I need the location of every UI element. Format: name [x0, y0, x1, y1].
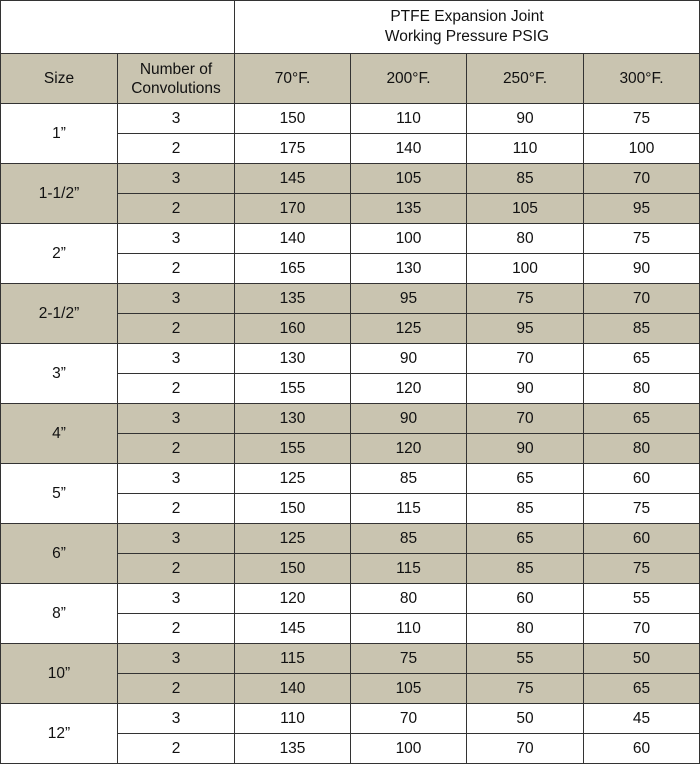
convolutions-cell: 2	[118, 674, 235, 704]
pressure-value-cell: 65	[467, 524, 584, 554]
table-row	[1, 164, 700, 194]
pressure-value-cell: 60	[584, 524, 700, 554]
size-cell: 3”	[1, 344, 118, 404]
pressure-value-cell: 70	[351, 704, 467, 734]
header-row	[1, 54, 700, 104]
pressure-value-cell: 115	[351, 554, 467, 584]
pressure-value-cell: 70	[467, 734, 584, 764]
temp-header-200f: 200°F.	[351, 54, 467, 104]
table-row	[1, 704, 700, 734]
pressure-value-cell: 120	[351, 374, 467, 404]
temp-header-70f: 70°F.	[235, 54, 351, 104]
pressure-value-cell: 85	[351, 464, 467, 494]
pressure-value-cell: 125	[351, 314, 467, 344]
size-cell: 12”	[1, 704, 118, 764]
convolutions-cell: 2	[118, 374, 235, 404]
pressure-value-cell: 145	[235, 614, 351, 644]
pressure-value-cell: 150	[235, 554, 351, 584]
pressure-value-cell: 75	[467, 284, 584, 314]
pressure-value-cell: 140	[351, 134, 467, 164]
table-row	[1, 344, 700, 374]
size-cell: 1-1/2”	[1, 164, 118, 224]
pressure-value-cell: 130	[235, 404, 351, 434]
table-row	[1, 524, 700, 554]
pressure-value-cell: 90	[467, 434, 584, 464]
pressure-value-cell: 130	[351, 254, 467, 284]
pressure-value-cell: 140	[235, 224, 351, 254]
convolutions-cell: 3	[118, 224, 235, 254]
pressure-value-cell: 110	[351, 104, 467, 134]
pressure-value-cell: 50	[584, 644, 700, 674]
title-row	[1, 1, 700, 54]
pressure-value-cell: 70	[584, 284, 700, 314]
table-title: PTFE Expansion Joint Working Pressure PSIG	[384, 8, 550, 45]
pressure-value-cell: 120	[235, 584, 351, 614]
pressure-value-cell: 95	[584, 194, 700, 224]
pressure-value-cell: 105	[351, 164, 467, 194]
convolutions-cell: 2	[118, 194, 235, 224]
pressure-value-cell: 80	[351, 584, 467, 614]
size-cell: 5”	[1, 464, 118, 524]
pressure-value-cell: 105	[351, 674, 467, 704]
convolutions-cell: 2	[118, 494, 235, 524]
pressure-value-cell: 85	[584, 314, 700, 344]
pressure-value-cell: 100	[584, 134, 700, 164]
pressure-value-cell: 175	[235, 134, 351, 164]
pressure-value-cell: 125	[235, 464, 351, 494]
size-header: Size	[1, 54, 118, 104]
pressure-value-cell: 105	[467, 194, 584, 224]
pressure-value-cell: 100	[351, 224, 467, 254]
corner-blank-cell	[1, 1, 235, 54]
pressure-value-cell: 90	[351, 404, 467, 434]
table-row	[1, 284, 700, 314]
pressure-value-cell: 155	[235, 434, 351, 464]
pressure-value-cell: 100	[467, 254, 584, 284]
size-cell: 2”	[1, 224, 118, 284]
pressure-value-cell: 75	[467, 674, 584, 704]
pressure-value-cell: 115	[351, 494, 467, 524]
pressure-value-cell: 70	[467, 344, 584, 374]
pressure-value-cell: 60	[584, 464, 700, 494]
pressure-value-cell: 55	[467, 644, 584, 674]
pressure-value-cell: 70	[584, 614, 700, 644]
pressure-value-cell: 65	[584, 404, 700, 434]
convolutions-header-cell	[118, 54, 235, 104]
convolutions-cell: 3	[118, 344, 235, 374]
convolutions-cell: 3	[118, 104, 235, 134]
convolutions-cell: 2	[118, 134, 235, 164]
pressure-value-cell: 145	[235, 164, 351, 194]
pressure-value-cell: 110	[235, 704, 351, 734]
pressure-value-cell: 135	[235, 284, 351, 314]
pressure-value-cell: 130	[235, 344, 351, 374]
pressure-value-cell: 110	[467, 134, 584, 164]
pressure-value-cell: 70	[584, 164, 700, 194]
size-cell: 4”	[1, 404, 118, 464]
pressure-value-cell: 90	[467, 104, 584, 134]
pressure-value-cell: 135	[235, 734, 351, 764]
pressure-value-cell: 80	[584, 374, 700, 404]
pressure-value-cell: 90	[467, 374, 584, 404]
table-row	[1, 464, 700, 494]
table-title-cell	[235, 1, 700, 54]
convolutions-cell: 2	[118, 614, 235, 644]
pressure-value-cell: 65	[584, 344, 700, 374]
table-row	[1, 224, 700, 254]
pressure-value-cell: 120	[351, 434, 467, 464]
convolutions-cell: 2	[118, 554, 235, 584]
convolutions-cell: 3	[118, 164, 235, 194]
table-body	[1, 104, 700, 764]
pressure-value-cell: 160	[235, 314, 351, 344]
pressure-value-cell: 55	[584, 584, 700, 614]
pressure-value-cell: 115	[235, 644, 351, 674]
pressure-value-cell: 75	[584, 224, 700, 254]
size-cell: 8”	[1, 584, 118, 644]
pressure-value-cell: 45	[584, 704, 700, 734]
pressure-value-cell: 135	[351, 194, 467, 224]
temp-header-300f: 300°F.	[584, 54, 700, 104]
pressure-value-cell: 60	[584, 734, 700, 764]
pressure-value-cell: 75	[584, 554, 700, 584]
pressure-value-cell: 95	[467, 314, 584, 344]
pressure-value-cell: 150	[235, 494, 351, 524]
pressure-value-cell: 150	[235, 104, 351, 134]
pressure-value-cell: 85	[351, 524, 467, 554]
convolutions-cell: 3	[118, 704, 235, 734]
pressure-value-cell: 100	[351, 734, 467, 764]
convolutions-cell: 3	[118, 404, 235, 434]
size-cell: 10”	[1, 644, 118, 704]
temp-header-250f: 250°F.	[467, 54, 584, 104]
pressure-value-cell: 75	[584, 494, 700, 524]
pressure-value-cell: 65	[467, 464, 584, 494]
table-row	[1, 104, 700, 134]
pressure-value-cell: 75	[351, 644, 467, 674]
pressure-value-cell: 125	[235, 524, 351, 554]
pressure-value-cell: 65	[584, 674, 700, 704]
pressure-value-cell: 75	[584, 104, 700, 134]
table-row	[1, 644, 700, 674]
size-cell: 6”	[1, 524, 118, 584]
size-cell: 2-1/2”	[1, 284, 118, 344]
convolutions-cell: 3	[118, 464, 235, 494]
pressure-value-cell: 85	[467, 554, 584, 584]
pressure-value-cell: 110	[351, 614, 467, 644]
pressure-value-cell: 170	[235, 194, 351, 224]
table-row	[1, 584, 700, 614]
pressure-value-cell: 50	[467, 704, 584, 734]
table-row	[1, 404, 700, 434]
pressure-value-cell: 85	[467, 164, 584, 194]
convolutions-cell: 3	[118, 584, 235, 614]
size-cell: 1”	[1, 104, 118, 164]
pressure-value-cell: 155	[235, 374, 351, 404]
pressure-value-cell: 60	[467, 584, 584, 614]
convolutions-cell: 3	[118, 644, 235, 674]
pressure-value-cell: 70	[467, 404, 584, 434]
convolutions-cell: 2	[118, 314, 235, 344]
pressure-value-cell: 90	[584, 254, 700, 284]
convolutions-header: Number of Convolutions	[131, 60, 221, 97]
convolutions-cell: 2	[118, 254, 235, 284]
pressure-value-cell: 80	[467, 614, 584, 644]
convolutions-cell: 2	[118, 434, 235, 464]
pressure-value-cell: 80	[467, 224, 584, 254]
pressure-value-cell: 95	[351, 284, 467, 314]
pressure-value-cell: 165	[235, 254, 351, 284]
pressure-value-cell: 140	[235, 674, 351, 704]
convolutions-cell: 2	[118, 734, 235, 764]
pressure-value-cell: 80	[584, 434, 700, 464]
convolutions-cell: 3	[118, 524, 235, 554]
convolutions-cell: 3	[118, 284, 235, 314]
pressure-value-cell: 90	[351, 344, 467, 374]
pressure-value-cell: 85	[467, 494, 584, 524]
